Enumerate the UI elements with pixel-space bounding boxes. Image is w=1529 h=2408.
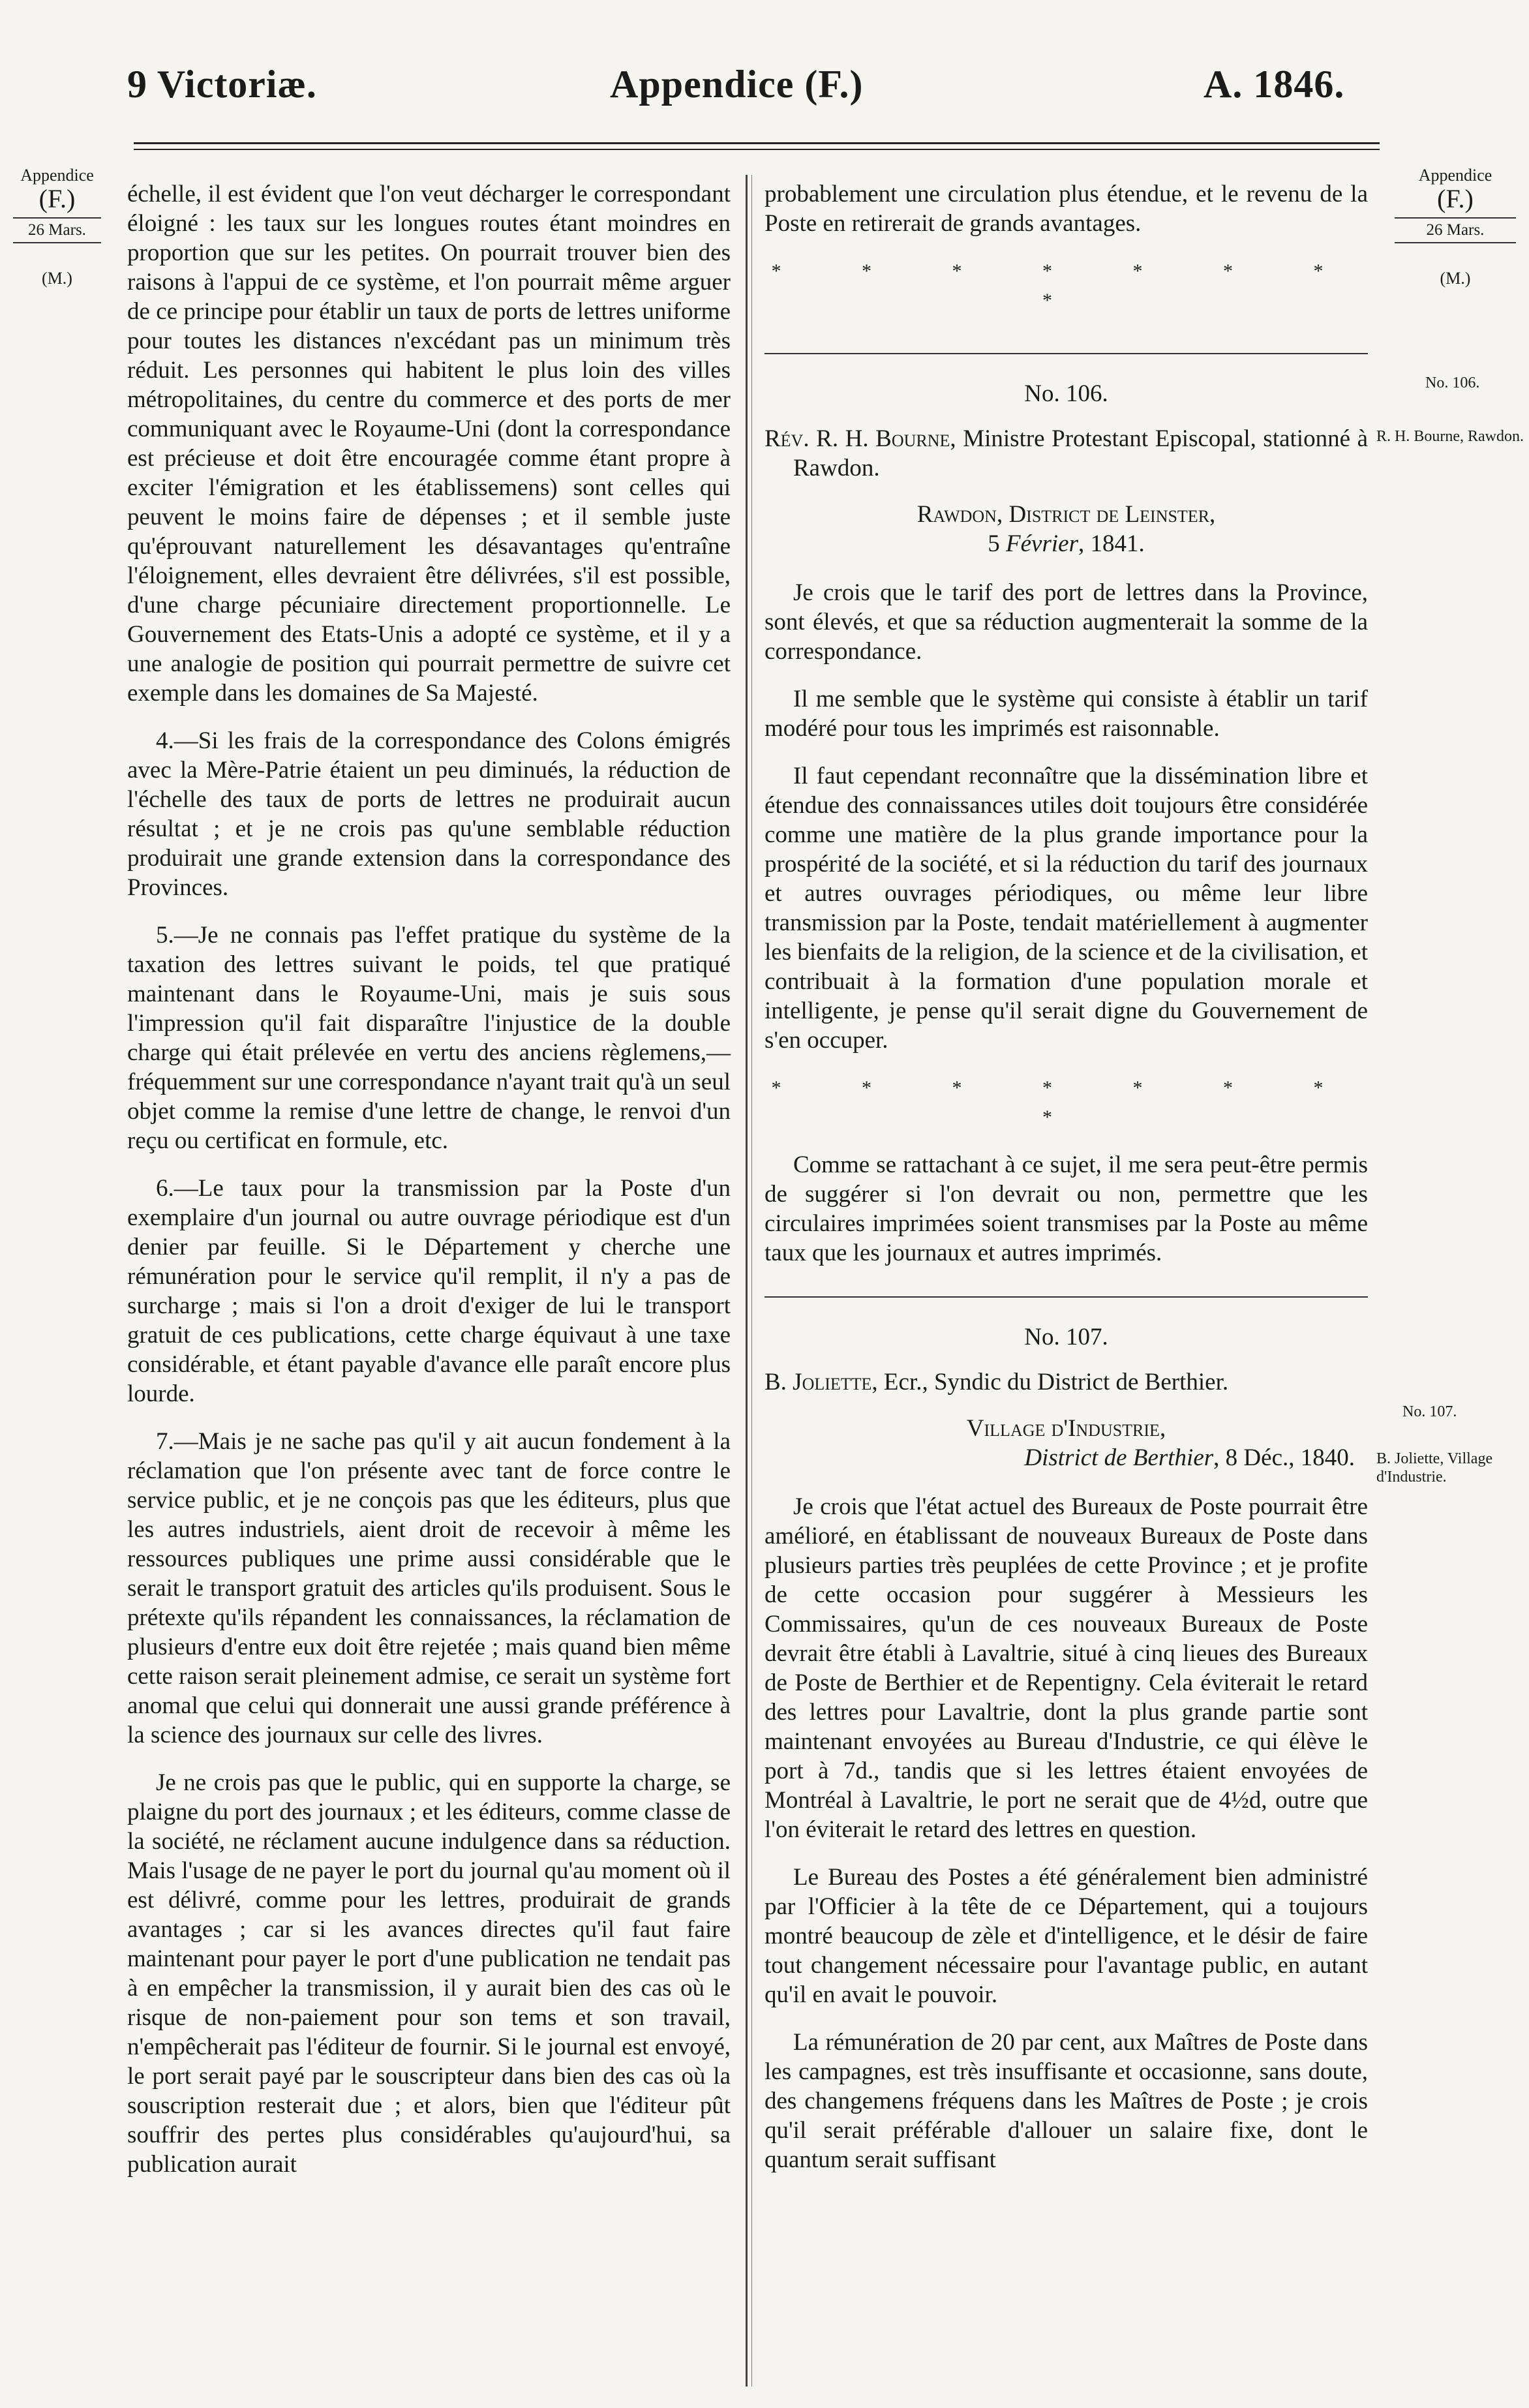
- author-title: Ministre Protestant Episcopal, stationné à Rawdon.: [793, 425, 1368, 481]
- date-year: , 1841.: [1078, 530, 1145, 557]
- margin-sub: (M.): [42, 269, 72, 288]
- column-divider-thin: [751, 175, 752, 2386]
- section-rule: [764, 1296, 1368, 1298]
- paragraph-continued: échelle, il est évident que l'on veut décharger le correspondant éloigné : les taux sur les longues routes étant moindres en proportion que sur les petites. On pourrait trouver bien des raisons à l'appui de ce système, et l'on pourrait même arguer de ce principe pour établir un taux de ports de lettres uniforme pour toutes les distances n'excédant pas un minimum très réduit. Les personnes qui habitent le plus loin des villes métropolitaines, du centre du commerce et des ports de mer communiquant avec le Royaume-Uni (dont la correspondance est précieuse et doit être encouragée comme étant propre à exciter l'émigration et les établissemens) sont celles qui peuvent le moins faire de dépenses ; et il semble juste qu'éprouvant naturellement les désavantages qu'entraîne l'éloignement, elles devraient être délivrées, s'il est possible, d'une charge pécuniaire directement proportionnelle. Le Gouvernement des Etats-Unis a adopté ce système, et il y a une analogie de position qui pourrait permettre de suivre cet exemple dans les domaines de Sa Majesté.: [127, 181, 731, 707]
- paragraph: Je crois que le tarif des port de lettres dans la Province, sont élevés, et que sa réduction augmenterait la somme de la correspondance.: [764, 579, 1368, 665]
- right-column: [764, 179, 1368, 2193]
- margin-appendix-letter: (F.): [1437, 184, 1474, 213]
- left-margin-note: [0, 166, 114, 288]
- left-column: [127, 179, 731, 2197]
- paragraph: Il faut cependant reconnaître que la dissémination libre et étendue des connaissances utiles doit toujours être considérée comme une matière de la plus grande importance pour la prospérité de la société, et si la réduction du tarif des journaux et autres ouvrages périodiques, ou même leur libre transmission par la Poste, tendait matériellement à augmenter les bienfaits de la religion, de la science et de la civilisation, et contribuait à la formation d'une population morale et intelligente, je pense qu'il serait digne du Gouvernement de s'en occuper.: [764, 763, 1368, 1054]
- letter-place-106: Rawdon, District de Leinster,: [916, 501, 1216, 528]
- header-rule-thin: [134, 149, 1380, 150]
- paragraph-continued: probablement une circulation plus étendue, et le revenu de la Poste en retirerait de grands avantages.: [764, 181, 1368, 237]
- letter-author-106: [764, 424, 1368, 483]
- margin-appendix-label: Appendice: [20, 166, 94, 185]
- header-rule: [134, 142, 1380, 144]
- margin-appendix-letter: (F.): [38, 184, 76, 213]
- letter-date-107: [764, 1443, 1368, 1472]
- asterisk-separator: * * * * * * * *: [771, 260, 1361, 311]
- margin-sub: (M.): [1440, 269, 1471, 288]
- paragraph: Comme se rattachant à ce sujet, il me sera peut-être permis de suggérer si l'on devrait ou non, permettre que les circulaires imprimées soient transmises par la Poste au même taux que les journaux et autres imprimés.: [764, 1151, 1368, 1266]
- paragraph-7: 7.—Mais je ne sache pas qu'il y ait aucun fondement à la réclamation que l'on présente avec tant de force contre le service public, et je ne conçois pas que les éditeurs, plus que les autres industriels, aient droit de recevoir à même les ressources publiques une prime aussi considérable que le serait le transport gratuit des articles qu'ils produisent. Sous le prétexte qu'ils répandent les connaissances, la réclamation de plusieurs d'entre eux doit être rejetée ; mais quand bien même cette raison serait pleinement admise, ce serait un système fort anomal que celui qui donnerait une aussi grande préférence à la science des journaux sur celle des livres.: [127, 1428, 731, 1748]
- date-day: 5: [988, 530, 1000, 557]
- paragraph-4: 4.—Si les frais de la correspondance des Colons émigrés avec la Mère-Patrie étaient un peu diminués, la réduction de l'échelle des taux de ports de lettres ne produirait aucun résultat ; et je ne crois pas qu'une semblable réduction produirait une grande extension dans la correspondance des Provinces.: [127, 727, 731, 901]
- right-margin-note: [1382, 166, 1529, 288]
- author-name: B. Joliette,: [764, 1369, 878, 1395]
- paragraph: Je crois que l'état actuel des Bureaux de Poste pourrait être amélioré, en établissant de nouveaux Bureaux de Poste dans plusieurs parties très peuplées de cette Province ; et je profite de cette occasion pour suggérer à Messieurs les Commissaires, qu'un de ces nouveaux Bureaux de Poste devrait être établi à Lavaltrie, situé à cinq lieues des Bureaux de Poste de Berthier et de Repentigny. Cela éviterait le retard des lettres pour Lavaltrie, dont la plus grande partie sont maintenant envoyées au Bureau d'Industrie, ce qui élève le port à 7d., tandis que si les lettres étaient envoyées de Montréal à Lavaltrie, le port ne serait que de 4½d, outre que l'on éviterait le retard des lettres en question.: [764, 1493, 1368, 1843]
- letter-number-106: No. 106.: [1024, 380, 1108, 407]
- margin-appendix-label: Appendice: [1418, 166, 1492, 185]
- margin-date: 26 Mars.: [1395, 217, 1516, 243]
- header-year: A. 1846.: [1204, 63, 1345, 106]
- page-header: [0, 0, 1529, 137]
- asterisk-separator: * * * * * * * *: [771, 1077, 1361, 1128]
- section-rule: [764, 353, 1368, 354]
- margin-author-106: R. H. Bourne, Rawdon.: [1376, 428, 1524, 445]
- paragraph: Il me semble que le système qui consiste à établir un tarif modéré pour tous les imprimés est raisonnable.: [764, 686, 1368, 742]
- letter-place-107: Village d'Industrie,: [966, 1415, 1166, 1442]
- header-appendix: Appendice (F.): [610, 63, 864, 106]
- date-rest: , 8 Déc., 1840.: [1213, 1444, 1355, 1471]
- margin-no-107: No. 107.: [1402, 1403, 1457, 1420]
- margin-date: 26 Mars.: [13, 217, 101, 243]
- column-divider: [746, 175, 748, 2386]
- header-session: 9 Victoriæ.: [127, 63, 317, 106]
- paragraph: La rémunération de 20 par cent, aux Maîtres de Poste dans les campagnes, est très insuffisante et occasionne, sans doute, des changemens fréquens dans les Maîtres de Poste ; je crois qu'il serait préférable d'allouer un salaire fixe, dont le quantum serait suffisant: [764, 2029, 1368, 2173]
- author-name: Rév. R. H. Bourne,: [764, 425, 956, 452]
- paragraph-5: 5.—Je ne connais pas l'effet pratique du système de la taxation des lettres suivant le poids, tel que pratiqué maintenant dans le Royaume-Uni, mais je suis sous l'impression qu'il fait disparaître l'injustice de la double charge qui était prélevée en vertu des anciens règlemens,—fréquemment sur une correspondance n'ayant trait qu'à un seul objet comme la remise d'une lettre de change, le renvoi d'un reçu ou certificat en formule, etc.: [127, 922, 731, 1154]
- paragraph-8: Je ne crois pas que le public, qui en supporte la charge, se plaigne du port des journaux ; et les éditeurs, comme classe de la société, ne réclament aucune indulgence dans sa réduction. Mais l'usage de ne payer le port du journal qu'au moment où il est délivré, comme pour les lettres, produirait de grands avantages ; car si les avances directes qu'il faut faire maintenant pour payer le port d'une publication ne tendait pas à en empêcher la transmission, il y aurait bien des cas où le risque de non-paiement pour son tems et son travail, n'empêcherait pas l'éditeur de fournir. Si le journal est envoyé, le port serait payé par le souscripteur dans bien des cas où la souscription resterait due ; et alors, bien que l'éditeur pût souffrir des pertes plus considérables qu'aujourd'hui, sa publication aurait: [127, 1769, 731, 2178]
- date-district: District de Berthier: [1024, 1444, 1214, 1471]
- paragraph-6: 6.—Le taux pour la transmission par la Poste d'un exemplaire d'un journal ou autre ouvrage périodique est d'un denier par feuille. Si le Département y cherche une rémunération pour le service qu'il remplit, il n'y a pas de surcharge ; mais si l'on a droit d'exiger de lui le transport gratuit de ces publications, cette charge équivaut à une taxe considérable, et étant payable d'avance elle paraît encore plus lourde.: [127, 1175, 731, 1407]
- author-title: Ecr., Syndic du District de Berthier.: [883, 1369, 1229, 1395]
- margin-no-106: No. 106.: [1425, 374, 1480, 391]
- margin-author-107: B. Joliette, Village d'Industrie.: [1376, 1450, 1493, 1486]
- letter-date-106: [764, 529, 1368, 558]
- letter-author-107: [764, 1367, 1368, 1397]
- paragraph: Le Bureau des Postes a été généralement bien administré par l'Officier à la tête de ce Département, qui a toujours montré beaucoup de zèle et d'intelligence, et le désir de faire tout changement nécessaire pour l'avantage public, en autant qu'il en avait le pouvoir.: [764, 1864, 1368, 2008]
- date-month: Février: [1006, 530, 1078, 557]
- letter-number-107: No. 107.: [1024, 1324, 1108, 1350]
